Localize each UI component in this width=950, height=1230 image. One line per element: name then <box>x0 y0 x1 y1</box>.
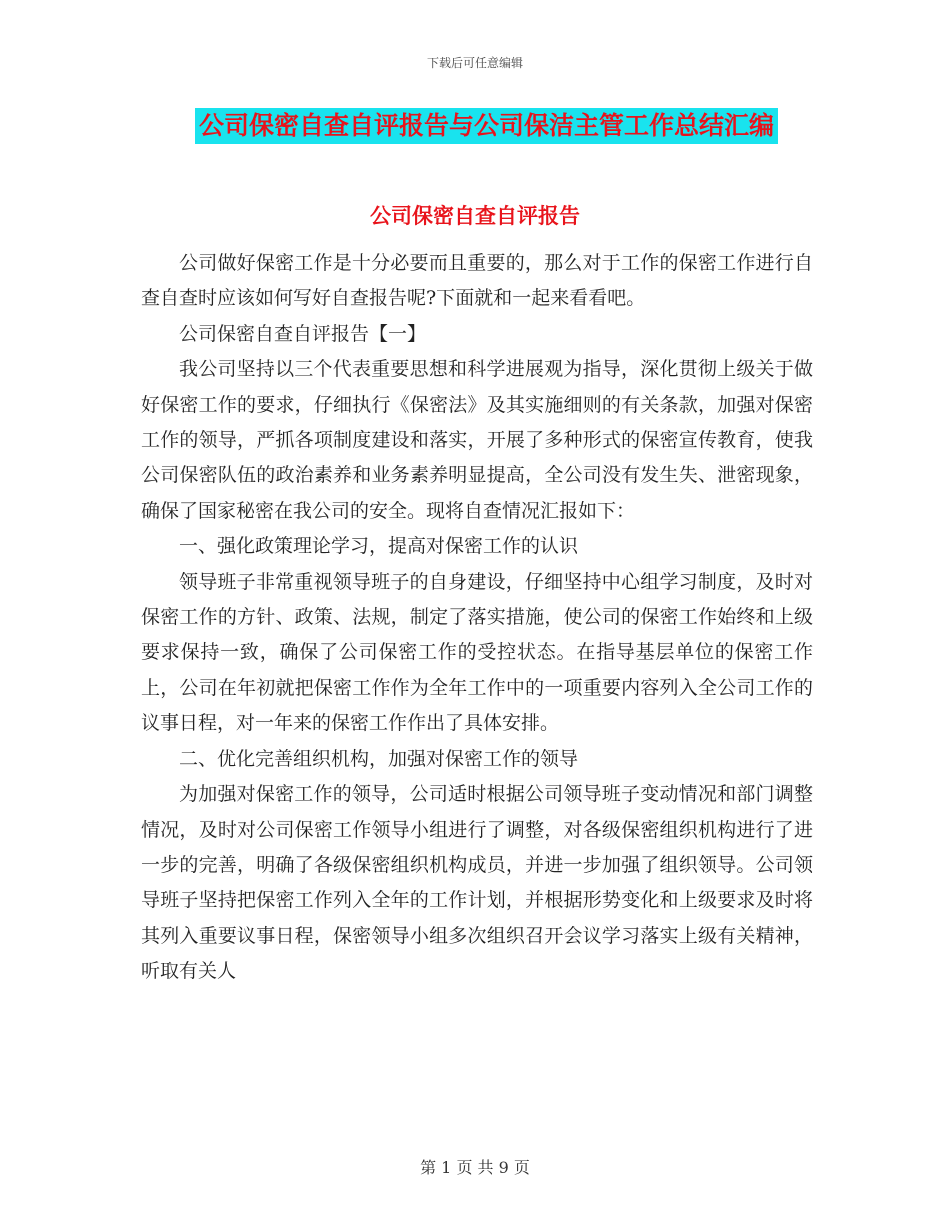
paragraph-heading-one: 一、强化政策理论学习，提高对保密工作的认识 <box>179 535 579 558</box>
paragraph-organization: 为加强对保密工作的领导，公司适时根据公司领导班子变动情况和部门调整情况，及时对公司保密工作领导小组进行了调整，对各级保密组织机构进行了进一步的完善，明确了各级保密组织机构成员，并进一步加强了组织领导。公司领导班子坚持把保密工作列入全年的工作计划，并根据形势变化和上级要求及时将其列入重要议事日程，保密领导小组多次组织召开会议学习落实上级有关精神，听取有关人 <box>141 783 813 983</box>
page-number: 第 1 页 共 9 页 <box>420 1158 530 1177</box>
paragraph-overview: 我公司坚持以三个代表重要思想和科学进展观为指导，深化贯彻上级关于做好保密工作的要求，仔细执行《保密法》及其实施细则的有关条款，加强对保密工作的领导，严抓各项制度建设和落实，开展了多种形式的保密宣传教育，使我公司保密队伍的政治素养和业务素养明显提高，全公司没有发生失、泄密现象，确保了国家秘密在我公司的安全。现将自查情况汇报如下： <box>141 358 813 522</box>
section-title: 公司保密自查自评报告 <box>370 204 580 228</box>
paragraph-intro: 公司做好保密工作是十分必要而且重要的，那么对于工作的保密工作进行自查自查时应该如何写好自查报告呢?下面就和一起来看看吧。 <box>141 252 813 310</box>
document-body <box>141 246 813 990</box>
paragraph-report-heading: 公司保密自查自评报告【一】 <box>179 322 427 345</box>
page-header-note: 下载后可任意编辑 <box>426 56 523 70</box>
paragraph-heading-two: 二、优化完善组织机构，加强对保密工作的领导 <box>179 747 579 770</box>
paragraph-leadership: 领导班子非常重视领导班子的自身建设，仔细坚持中心组学习制度，及时对保密工作的方针、政策、法规，制定了落实措施，使公司的保密工作始终和上级要求保持一致，确保了公司保密工作的受控状态。在指导基层单位的保密工作上，公司在年初就把保密工作作为全年工作中的一项重要内容列入全公司工作的议事日程，对一年来的保密工作作出了具体安排。 <box>141 570 813 735</box>
document-main-title: 公司保密自查自评报告与公司保洁主管工作总结汇编 <box>195 108 778 144</box>
